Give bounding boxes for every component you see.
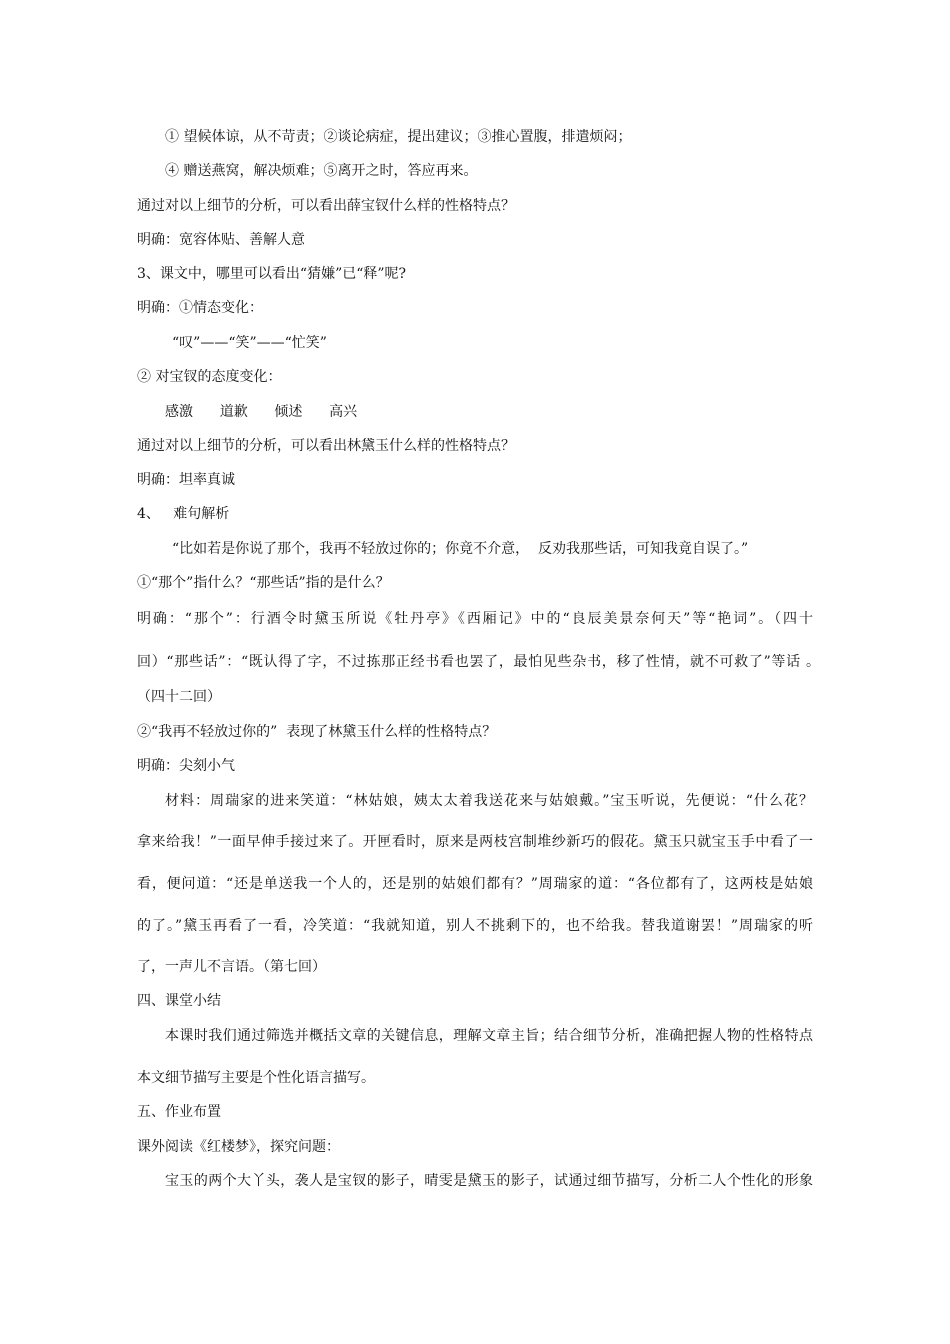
text-line: 宝玉的两个大丫头，袭人是宝钗的影子，晴雯是黛玉的影子，试通过细节描写，分析二人个性化的形象 xyxy=(165,1173,813,1189)
text-line: 通过对以上细节的分析，可以看出薛宝钗什么样的性格特点？ xyxy=(137,198,515,214)
text-line: ④ 赠送燕窝，解决烦难；⑤离开之时，答应再来。 xyxy=(165,163,478,179)
material-line: 了，一声儿不言语。（第七回） xyxy=(137,959,326,975)
text-line: ①“那个”指什么？“那些话”指的是什么？ xyxy=(137,575,390,591)
section-heading: 4、 难句解析 xyxy=(137,506,230,522)
text-line: （四十二回） xyxy=(137,689,221,705)
text-line: ① 望候体谅，从不苛责；②谈论病症，提出建议；③推心置腹，排遣烦闷； xyxy=(165,129,632,145)
text-line: 本课时我们通过筛选并概括文章的关键信息，理解文章主旨；结合细节分析，准确把握人物的性格特点 xyxy=(165,1028,813,1044)
text-line: 明确：坦率真诚 xyxy=(137,472,235,488)
text-line: 明确：①情态变化： xyxy=(137,300,263,316)
text-line: 通过对以上细节的分析，可以看出林黛玉什么样的性格特点？ xyxy=(137,438,515,454)
text-line: 感激 道歉 倾述 高兴 xyxy=(165,404,358,420)
text-line: 明确：宽容体贴、善解人意 xyxy=(137,232,305,248)
material-line: 材料：周瑞家的进来笑道：“林姑娘，姨太太着我送花来与姑娘戴。”宝玉听说，先便说：“什么花？ xyxy=(165,793,813,809)
text-line: 回）“那些话”：“既认得了字，不过拣那正经书看也罢了，最怕见些杂书，移了性情，就不可救了”等话 。 xyxy=(137,654,820,670)
text-line: 本文细节描写主要是个性化语言描写。 xyxy=(137,1070,375,1086)
quote-line: “比如若是你说了那个，我再不轻放过你的；你竟不介意， 反劝我那些话，可知我竟自误了。” xyxy=(172,541,749,557)
text-line: 课外阅读《红楼梦》，探究问题： xyxy=(137,1139,340,1155)
material-line: 拿来给我！”一面早伸手接过来了。开匣看时，原来是两枝宫制堆纱新巧的假花。黛玉只就宝玉手中看了一 xyxy=(137,834,813,850)
text-line: 明确：“那个”：行酒令时黛玉所说《牡丹亭》《西厢记》中的“良辰美景奈何天”等“艳词”。（四十 xyxy=(137,611,813,627)
text-line: 明确：尖刻小气 xyxy=(137,758,235,774)
section-heading: 四、课堂小结 xyxy=(137,993,221,1009)
section-heading: 3、课文中，哪里可以看出“猜嫌”已“释”呢? xyxy=(137,266,407,282)
text-line: “叹”——“笑”——“忙笑” xyxy=(172,335,327,351)
text-line: ②“我再不轻放过你的” 表现了林黛玉什么样的性格特点？ xyxy=(137,724,497,740)
text-line: ② 对宝钗的态度变化： xyxy=(137,369,282,385)
material-line: 的了。”黛玉再看了一看，冷笑道：“我就知道，别人不挑剩下的，也不给我。替我道谢罢！”周瑞家的听 xyxy=(137,918,813,934)
section-heading: 五、作业布置 xyxy=(137,1104,221,1120)
material-line: 看，便问道：“还是单送我一个人的，还是别的姑娘们都有？”周瑞家的道：“各位都有了，这两枝是姑娘 xyxy=(137,876,813,892)
